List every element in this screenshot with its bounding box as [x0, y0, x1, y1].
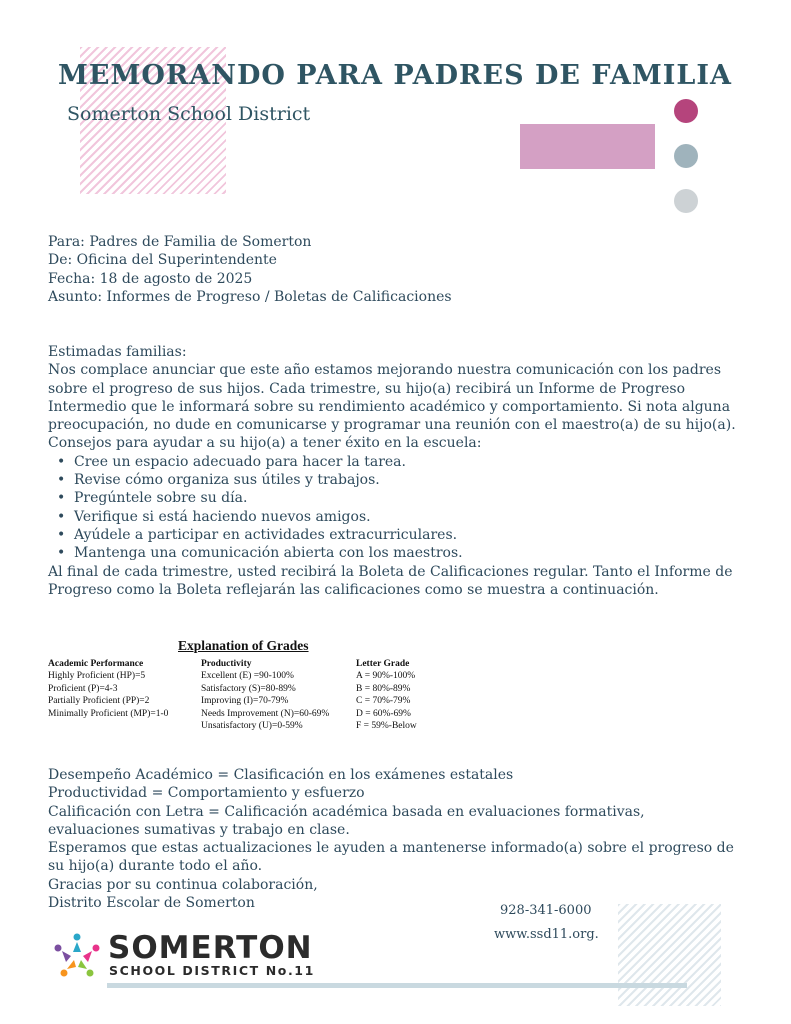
grades-column-academic [48, 658, 168, 720]
tips-heading: Consejos para ayudar a su hijo(a) a tener éxito en la escuela: [48, 435, 482, 452]
list-item: • Cree un espacio adecuado para hacer la tarea. [48, 453, 748, 471]
grade-item: Partially Proficient (PP)=2 [48, 696, 150, 707]
memo-header [48, 233, 608, 306]
logo-subtitle [109, 964, 315, 978]
closing-thanks: Gracias por su continua colaboración, [48, 876, 318, 893]
column-header: Productivity [201, 659, 252, 669]
greeting: Estimadas familias: [48, 344, 187, 360]
tips-list [48, 453, 748, 563]
list-item: • Pregúntele sobre su día. [48, 489, 748, 507]
grade-item: Highly Proficient (HP)=5 [48, 671, 146, 682]
grade-item: Improving (I)=70-79% [201, 696, 289, 707]
decorative-dot-magenta [674, 99, 698, 123]
decorative-hatch-bottom-right [618, 904, 721, 1006]
page-subtitle: Somerton School District [67, 103, 311, 125]
grade-item: Proficient (P)=4-3 [48, 683, 118, 694]
decorative-pink-bar [520, 124, 655, 169]
list-item: • Verifique si está haciendo nuevos amigos. [48, 508, 748, 526]
grade-item: A = 90%-100% [356, 671, 416, 682]
district-logo [52, 930, 315, 980]
column-header: Academic Performance [48, 659, 144, 669]
grade-item: D = 60%-69% [356, 708, 411, 719]
logo-number: No.11 [265, 963, 315, 978]
memo-date: Fecha: 18 de agosto de 2025 [48, 270, 253, 287]
grades-column-productivity [201, 658, 329, 732]
logo-sub-text: SCHOOL DISTRICT [109, 963, 260, 978]
grade-item: Satisfactory (S)=80-89% [201, 683, 296, 694]
grade-item: Unsatisfactory (U)=0-59% [201, 721, 303, 732]
decorative-dot-blue [674, 144, 698, 168]
grade-item: Minimally Proficient (MP)=1-0 [48, 708, 169, 719]
contact-website[interactable]: www.ssd11.org. [494, 927, 599, 942]
footer-divider [107, 983, 687, 988]
contact-phone: 928-341-6000 [500, 903, 592, 918]
grade-item: Excellent (E) =90-100% [201, 671, 294, 682]
after-tips-paragraph: Al final de cada trimestre, usted recibirá la Boleta de Calificaciones regular. Tanto el Informe de Progreso como la Boleta reflejarán las calificaciones como se muestra a continuación. [48, 563, 733, 598]
grades-column-letter [356, 658, 417, 732]
memo-closing [48, 766, 738, 912]
decorative-dot-gray [674, 189, 698, 213]
definition-letter-grade: Calificación con Letra = Calificación académica basada en evaluaciones formativas, evaluaciones sumativas y trabajo en clase. [48, 803, 645, 838]
signature: Distrito Escolar de Somerton [48, 895, 255, 912]
grade-item: B = 80%-89% [356, 683, 411, 694]
logo-name: SOMERTON [108, 930, 313, 966]
list-item: • Ayúdele a participar en actividades extracurriculares. [48, 526, 748, 544]
grade-item: Needs Improvement (N)=60-69% [201, 708, 330, 719]
memo-subject: Asunto: Informes de Progreso / Boletas de Calificaciones [48, 288, 452, 305]
memo-to: Para: Padres de Familia de Somerton [48, 234, 312, 250]
closing-hope: Esperamos que estas actualizaciones le ayuden a mantenerse informado(a) sobre el progreso de su hijo(a) durante todo el año. [48, 840, 734, 875]
grade-item: C = 70%-79% [356, 696, 411, 707]
memo-body [48, 343, 748, 599]
list-item: • Mantenga una comunicación abierta con los maestros. [48, 544, 748, 562]
page-title: MEMORANDO PARA PADRES DE FAMILIA [58, 60, 732, 91]
memo-from: De: Oficina del Superintendente [48, 252, 277, 269]
definition-academic: Desempeño Académico = Clasificación en los exámenes estatales [48, 767, 514, 783]
list-item: • Revise cómo organiza sus útiles y trabajos. [48, 471, 748, 489]
people-star-icon [52, 932, 102, 980]
grade-item: F = 59%-Below [356, 721, 417, 732]
column-header: Letter Grade [356, 659, 410, 669]
grades-title: Explanation of Grades [178, 638, 309, 653]
intro-paragraph: Nos complace anunciar que este año estamos mejorando nuestra comunicación con los padres sobre el progreso de sus hijos. Cada trimestre, su hijo(a) recibirá un Informe de Progreso Intermedio que le informará sobre su rendimiento académico y comportamiento. Si nota alguna preocupación, no dude en comunicarse y programar una reunión con el maestro(a) de su hijo(a). [48, 362, 736, 434]
definition-productivity: Productividad = Comportamiento y esfuerzo [48, 785, 365, 802]
